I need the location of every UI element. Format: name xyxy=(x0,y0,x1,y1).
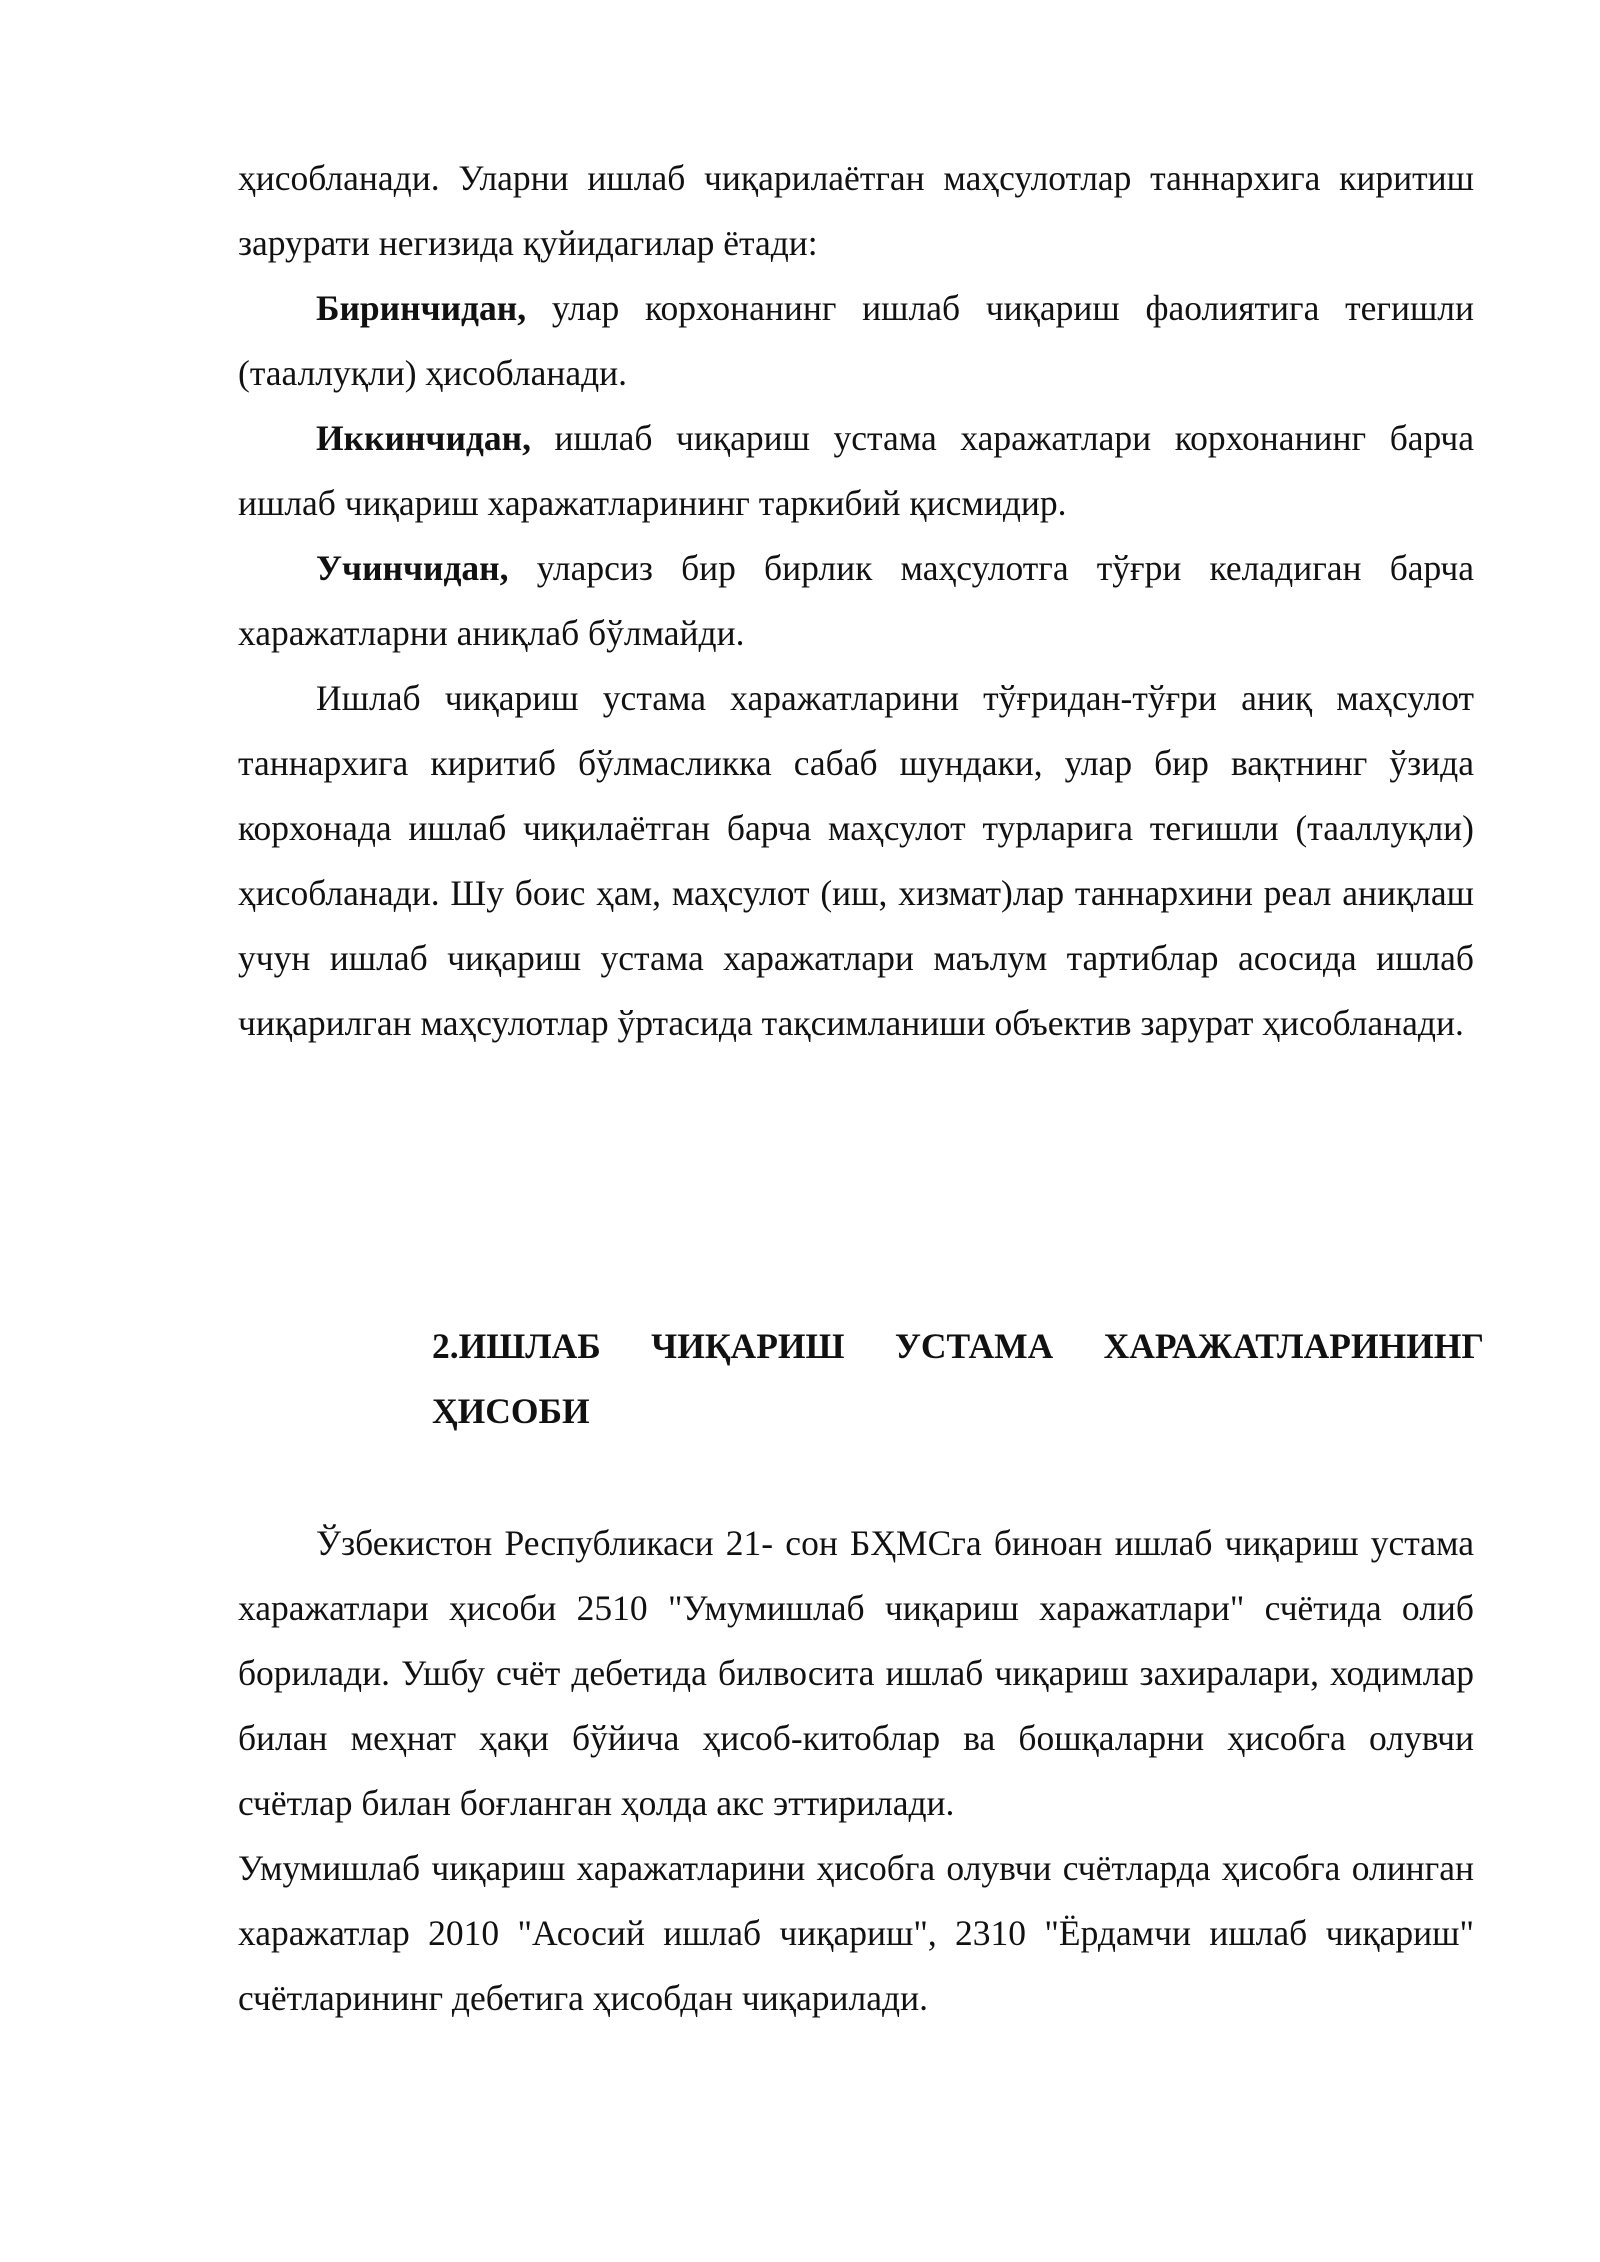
paragraph-intro: ҳисобланади. Уларни ишлаб чиқарилаётган маҳсулотлар таннархига киритиш зарурати негизида қуйидагилар ётади: xyxy=(238,158,1474,263)
body-text-top xyxy=(238,146,1474,1056)
lead-third: Учинчидан, xyxy=(316,548,509,588)
paragraph-writeoff: Умумишлаб чиқариш харажатларини ҳисобга олувчи счётларда ҳисобга олинган харажатлар 2010 "Асосий ишлаб чиқариш", 2310 "Ёрдамчи ишлаб чиқариш" счётларининг дебетига ҳисобдан чиқарилади. xyxy=(238,1848,1474,2018)
body-text-bottom xyxy=(238,1511,1474,2031)
text-third: уларсиз бир бирлик маҳсулотга тўғри келадиган барча харажатларни аниқлаб бўлмайди. xyxy=(238,548,1474,653)
paragraph-first xyxy=(238,276,1474,406)
lead-first: Биринчидан, xyxy=(316,288,527,328)
paragraph-overhead: Ишлаб чиқариш устама харажатларини тўғридан-тўғри аниқ маҳсулот таннархига киритиб бўлмасликка сабаб шундаки, улар бир вақтнинг ўзида корхонада ишлаб чиқилаётган барча маҳсулот турларига тегишли (тааллуқли) ҳисобланади. Шу боис ҳам, маҳсулот (иш, хизмат)лар таннархини реал аниқлаш учун ишлаб чиқариш устама харажатлари маълум тартиблар асосида ишлаб чиқарилган маҳсулотлар ўртасида тақсимланиши объектив зарурат ҳисобланади. xyxy=(238,678,1474,1043)
text-second: ишлаб чиқариш устама харажатлари корхонанинг барча ишлаб чиқариш харажатларининг таркибий қисмидир. xyxy=(238,418,1474,523)
paragraph-third xyxy=(238,536,1474,666)
section-heading: 2.ИШЛАБ ЧИҚАРИШ УСТАМА ХАРАЖАТЛАРИНИНГ ҲИСОБИ xyxy=(432,1326,1484,1431)
paragraph-second xyxy=(238,406,1474,536)
paragraph-accounting: Ўзбекистон Республикаси 21- сон БҲМСга биноан ишлаб чиқариш устама харажатлари ҳисоби 2510 "Умумишлаб чиқариш харажатлари" счётида олиб борилади. Ушбу счёт дебетида билвосита ишлаб чиқариш захиралари, ходимлар билан меҳнат ҳақи бўйича ҳисоб-китоблар ва бошқаларни ҳисобга олувчи счётлар билан боғланган ҳолда акс эттирилади. xyxy=(238,1523,1474,1823)
lead-second: Иккинчидан, xyxy=(316,418,531,458)
text-first: улар корхонанинг ишлаб чиқариш фаолиятига тегишли (тааллуқли) ҳисобланади. xyxy=(238,288,1474,393)
